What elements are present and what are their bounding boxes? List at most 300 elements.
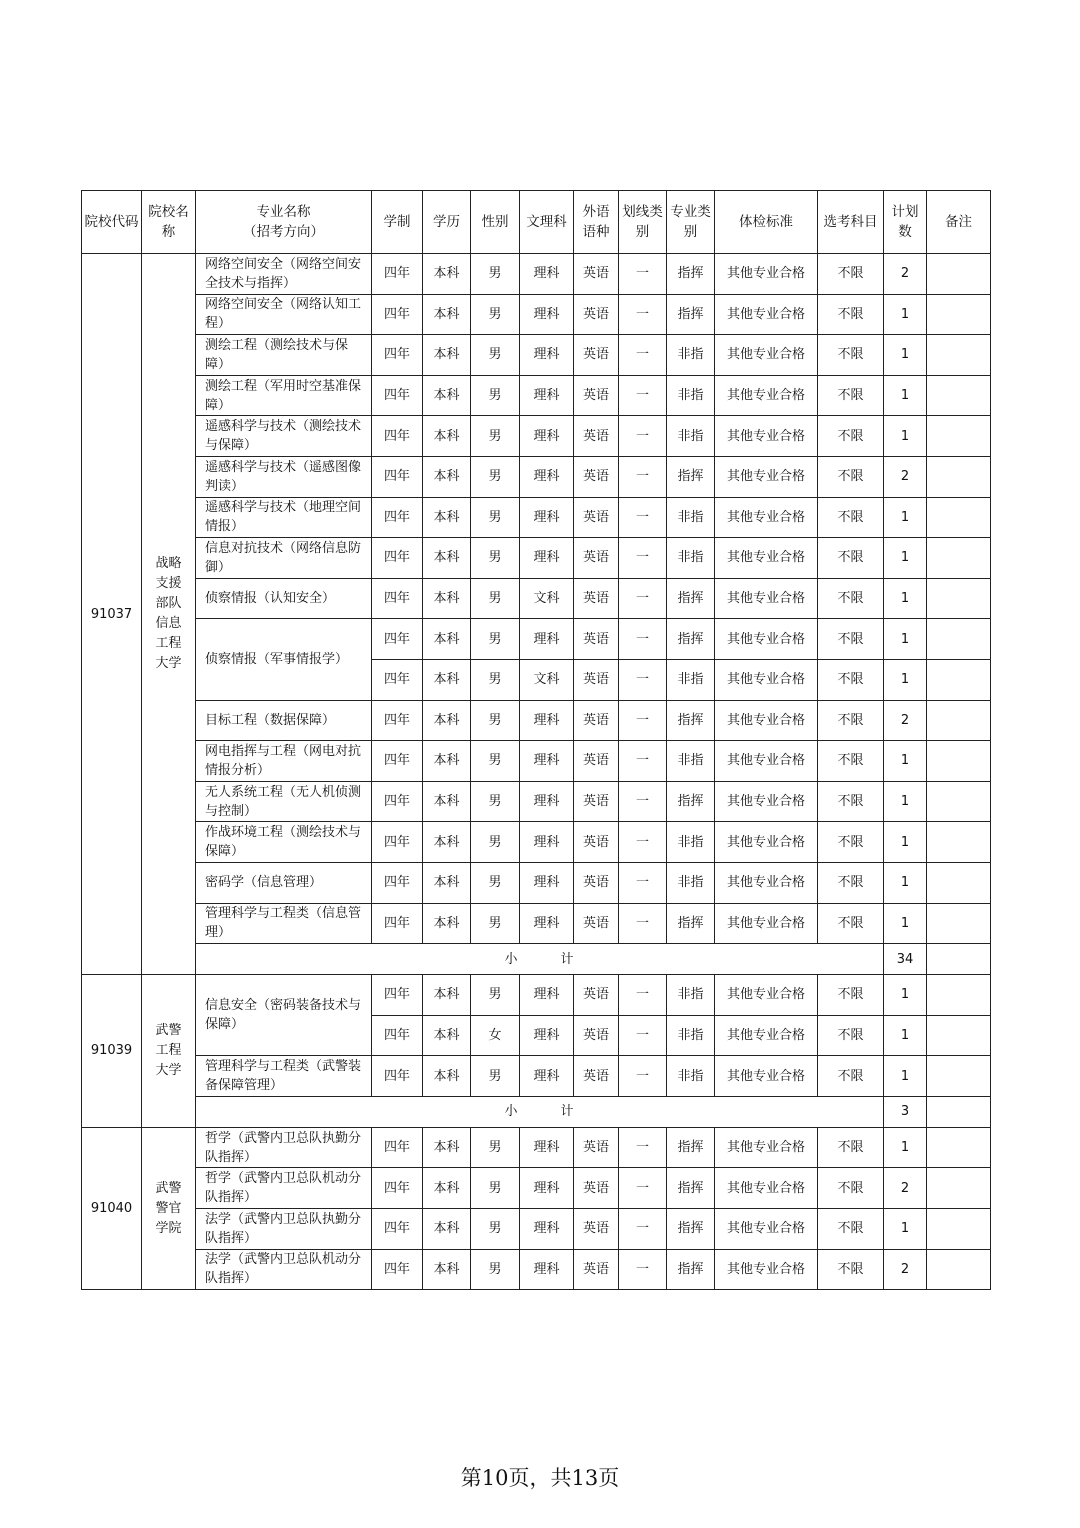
category-cell: 指挥 [667,903,715,944]
language-cell: 英语 [574,1015,619,1056]
header-system: 学制 [372,191,423,254]
major-name: 网络空间安全（网络认知工程） [196,294,372,335]
degree-cell: 本科 [423,578,471,619]
system-cell: 四年 [372,254,423,295]
language-cell: 英语 [574,335,619,376]
note-cell [927,975,991,1016]
language-cell: 英语 [574,975,619,1016]
major-name: 信息安全（密码装备技术与保障） [196,975,372,1056]
subjects-cell: 不限 [818,497,884,538]
table-row [82,456,991,497]
table-row [82,416,991,457]
gender-cell: 男 [471,700,520,741]
subjects-cell: 不限 [818,335,884,376]
line-cell: 一 [619,254,667,295]
gender-cell: 女 [471,1015,520,1056]
plan-cell: 1 [884,659,927,700]
category-cell: 非指 [667,741,715,782]
category-cell: 非指 [667,822,715,863]
plan-cell: 1 [884,619,927,660]
note-cell [927,781,991,822]
subjects-cell: 不限 [818,538,884,579]
physical-cell: 其他专业合格 [715,822,818,863]
language-cell: 英语 [574,497,619,538]
language-cell: 英语 [574,456,619,497]
physical-cell: 其他专业合格 [715,1015,818,1056]
subjects-cell: 不限 [818,1015,884,1056]
subjects-cell: 不限 [818,659,884,700]
plan-cell: 1 [884,335,927,376]
line-cell: 一 [619,975,667,1016]
plan-cell: 1 [884,375,927,416]
gender-cell: 男 [471,822,520,863]
note-cell [927,659,991,700]
subtotal-label: 小 计 [196,944,884,975]
system-cell: 四年 [372,1249,423,1290]
line-cell: 一 [619,862,667,903]
gender-cell: 男 [471,659,520,700]
system-cell: 四年 [372,416,423,457]
major-name: 无人系统工程（无人机侦测与控制） [196,781,372,822]
line-cell: 一 [619,538,667,579]
subjects-cell: 不限 [818,781,884,822]
plan-cell: 2 [884,456,927,497]
degree-cell: 本科 [423,1127,471,1168]
physical-cell: 其他专业合格 [715,700,818,741]
note-cell [927,619,991,660]
plan-cell: 1 [884,1056,927,1097]
note-cell [927,1168,991,1209]
language-cell: 英语 [574,741,619,782]
gender-cell: 男 [471,335,520,376]
gender-cell: 男 [471,781,520,822]
track-cell: 理科 [520,975,574,1016]
line-cell: 一 [619,619,667,660]
note-cell [927,1056,991,1097]
header-category: 专业类别 [667,191,715,254]
table-row [82,1209,991,1250]
degree-cell: 本科 [423,1209,471,1250]
gender-cell: 男 [471,254,520,295]
degree-cell: 本科 [423,1168,471,1209]
track-cell: 理科 [520,416,574,457]
language-cell: 英语 [574,375,619,416]
language-cell: 英语 [574,1249,619,1290]
table-row [82,1249,991,1290]
degree-cell: 本科 [423,781,471,822]
plan-cell: 2 [884,700,927,741]
plan-cell: 2 [884,1249,927,1290]
category-cell: 指挥 [667,1209,715,1250]
degree-cell: 本科 [423,375,471,416]
plan-cell: 1 [884,741,927,782]
category-cell: 非指 [667,975,715,1016]
major-name: 哲学（武警内卫总队机动分队指挥） [196,1168,372,1209]
gender-cell: 男 [471,862,520,903]
table-row [82,254,991,295]
line-cell: 一 [619,1056,667,1097]
note-cell [927,1015,991,1056]
track-cell: 理科 [520,1056,574,1097]
system-cell: 四年 [372,862,423,903]
gender-cell: 男 [471,578,520,619]
note-cell [927,741,991,782]
line-cell: 一 [619,416,667,457]
table-row [82,975,991,1016]
line-cell: 一 [619,822,667,863]
category-cell: 指挥 [667,1249,715,1290]
header-major [196,191,372,254]
category-cell: 指挥 [667,619,715,660]
gender-cell: 男 [471,1209,520,1250]
table-row [82,1168,991,1209]
category-cell: 指挥 [667,1127,715,1168]
category-cell: 非指 [667,375,715,416]
system-cell: 四年 [372,1209,423,1250]
note-cell [927,700,991,741]
track-cell: 理科 [520,1168,574,1209]
track-cell: 理科 [520,375,574,416]
subjects-cell: 不限 [818,1127,884,1168]
language-cell: 英语 [574,294,619,335]
subtotal-value: 34 [884,944,927,975]
major-name: 法学（武警内卫总队执勤分队指挥） [196,1209,372,1250]
physical-cell: 其他专业合格 [715,254,818,295]
header-physical: 体检标准 [715,191,818,254]
plan-cell: 1 [884,975,927,1016]
track-cell: 理科 [520,456,574,497]
subjects-cell: 不限 [818,375,884,416]
note-cell [927,254,991,295]
degree-cell: 本科 [423,822,471,863]
table-row [82,903,991,944]
system-cell: 四年 [372,903,423,944]
degree-cell: 本科 [423,294,471,335]
track-cell: 理科 [520,1209,574,1250]
header-code: 院校代码 [82,191,142,254]
category-cell: 指挥 [667,254,715,295]
physical-cell: 其他专业合格 [715,538,818,579]
system-cell: 四年 [372,1127,423,1168]
table-row [82,822,991,863]
physical-cell: 其他专业合格 [715,1056,818,1097]
language-cell: 英语 [574,659,619,700]
subjects-cell: 不限 [818,1056,884,1097]
subjects-cell: 不限 [818,975,884,1016]
table-row [82,619,991,660]
table-row [82,335,991,376]
system-cell: 四年 [372,659,423,700]
degree-cell: 本科 [423,862,471,903]
table-row [82,741,991,782]
plan-cell: 1 [884,1209,927,1250]
table-row [82,700,991,741]
line-cell: 一 [619,294,667,335]
line-cell: 一 [619,456,667,497]
language-cell: 英语 [574,700,619,741]
table-row [82,375,991,416]
system-cell: 四年 [372,700,423,741]
school-name [142,254,196,975]
school-name [142,975,196,1128]
track-cell: 理科 [520,1127,574,1168]
track-cell: 理科 [520,862,574,903]
degree-cell: 本科 [423,538,471,579]
plan-cell: 1 [884,294,927,335]
table-header [82,191,991,254]
gender-cell: 男 [471,456,520,497]
table-row [82,497,991,538]
major-name: 遥感科学与技术（测绘技术与保障） [196,416,372,457]
physical-cell: 其他专业合格 [715,294,818,335]
gender-cell: 男 [471,1127,520,1168]
plan-cell: 1 [884,578,927,619]
header-name: 院校名称 [142,191,196,254]
major-name: 管理科学与工程类（信息管理） [196,903,372,944]
category-cell: 指挥 [667,456,715,497]
plan-cell: 1 [884,781,927,822]
system-cell: 四年 [372,335,423,376]
gender-cell: 男 [471,1168,520,1209]
major-name: 密码学（信息管理） [196,862,372,903]
category-cell: 非指 [667,335,715,376]
track-cell: 理科 [520,497,574,538]
line-cell: 一 [619,1209,667,1250]
language-cell: 英语 [574,1056,619,1097]
plan-cell: 1 [884,1127,927,1168]
line-cell: 一 [619,741,667,782]
physical-cell: 其他专业合格 [715,497,818,538]
subjects-cell: 不限 [818,741,884,782]
note-cell [927,1249,991,1290]
major-name: 侦察情报（认知安全） [196,578,372,619]
note-cell [927,822,991,863]
track-cell: 理科 [520,538,574,579]
degree-cell: 本科 [423,903,471,944]
track-cell: 理科 [520,822,574,863]
header-plan: 计划数 [884,191,927,254]
language-cell: 英语 [574,538,619,579]
physical-cell: 其他专业合格 [715,903,818,944]
major-name: 目标工程（数据保障） [196,700,372,741]
language-cell: 英语 [574,619,619,660]
physical-cell: 其他专业合格 [715,1249,818,1290]
track-cell: 理科 [520,1249,574,1290]
plan-cell: 1 [884,903,927,944]
degree-cell: 本科 [423,975,471,1016]
category-cell: 指挥 [667,578,715,619]
degree-cell: 本科 [423,619,471,660]
category-cell: 非指 [667,862,715,903]
major-name: 遥感科学与技术（遥感图像判读） [196,456,372,497]
subjects-cell: 不限 [818,1168,884,1209]
degree-cell: 本科 [423,456,471,497]
line-cell: 一 [619,1168,667,1209]
major-name: 网络空间安全（网络空间安全技术与指挥） [196,254,372,295]
category-cell: 非指 [667,1056,715,1097]
subtotal-row [82,1096,991,1127]
category-cell: 指挥 [667,294,715,335]
degree-cell: 本科 [423,254,471,295]
line-cell: 一 [619,578,667,619]
plan-cell: 1 [884,862,927,903]
line-cell: 一 [619,781,667,822]
system-cell: 四年 [372,578,423,619]
subjects-cell: 不限 [818,1209,884,1250]
track-cell: 文科 [520,578,574,619]
header-line: 划线类别 [619,191,667,254]
line-cell: 一 [619,375,667,416]
subjects-cell: 不限 [818,416,884,457]
subjects-cell: 不限 [818,254,884,295]
major-name: 网电指挥与工程（网电对抗情报分析） [196,741,372,782]
subtotal-row [82,944,991,975]
note-cell [927,1096,991,1127]
degree-cell: 本科 [423,335,471,376]
school-code: 91039 [82,975,142,1128]
system-cell: 四年 [372,497,423,538]
category-cell: 非指 [667,659,715,700]
table-row [82,294,991,335]
line-cell: 一 [619,1127,667,1168]
subjects-cell: 不限 [818,619,884,660]
language-cell: 英语 [574,781,619,822]
line-cell: 一 [619,335,667,376]
major-name: 管理科学与工程类（武警装备保障管理） [196,1056,372,1097]
school-name-text: 武警工程大学 [155,1022,182,1078]
gender-cell: 男 [471,1249,520,1290]
physical-cell: 其他专业合格 [715,1168,818,1209]
physical-cell: 其他专业合格 [715,1209,818,1250]
gender-cell: 男 [471,903,520,944]
physical-cell: 其他专业合格 [715,1127,818,1168]
subjects-cell: 不限 [818,903,884,944]
plan-cell: 2 [884,254,927,295]
language-cell: 英语 [574,822,619,863]
school-name-text: 武警警官学院 [155,1180,182,1236]
track-cell: 文科 [520,659,574,700]
plan-cell: 1 [884,1015,927,1056]
system-cell: 四年 [372,1015,423,1056]
table-row [82,862,991,903]
subjects-cell: 不限 [818,822,884,863]
plan-cell: 1 [884,538,927,579]
subjects-cell: 不限 [818,700,884,741]
degree-cell: 本科 [423,1015,471,1056]
header-degree: 学历 [423,191,471,254]
physical-cell: 其他专业合格 [715,335,818,376]
note-cell [927,335,991,376]
physical-cell: 其他专业合格 [715,975,818,1016]
plan-cell: 1 [884,497,927,538]
line-cell: 一 [619,700,667,741]
system-cell: 四年 [372,294,423,335]
degree-cell: 本科 [423,659,471,700]
header-note: 备注 [927,191,991,254]
category-cell: 非指 [667,538,715,579]
degree-cell: 本科 [423,700,471,741]
gender-cell: 男 [471,497,520,538]
physical-cell: 其他专业合格 [715,416,818,457]
track-cell: 理科 [520,335,574,376]
subjects-cell: 不限 [818,456,884,497]
note-cell [927,578,991,619]
plan-cell: 2 [884,1168,927,1209]
note-cell [927,1209,991,1250]
school-code: 91040 [82,1127,142,1289]
note-cell [927,538,991,579]
major-name: 信息对抗技术（网络信息防御） [196,538,372,579]
degree-cell: 本科 [423,416,471,457]
physical-cell: 其他专业合格 [715,659,818,700]
note-cell [927,944,991,975]
gender-cell: 男 [471,375,520,416]
language-cell: 英语 [574,1209,619,1250]
physical-cell: 其他专业合格 [715,578,818,619]
category-cell: 非指 [667,497,715,538]
system-cell: 四年 [372,538,423,579]
school-name-text: 战略支援部队信息工程大学 [155,556,182,672]
system-cell: 四年 [372,1168,423,1209]
gender-cell: 男 [471,741,520,782]
line-cell: 一 [619,903,667,944]
major-name: 侦察情报（军事情报学） [196,619,372,700]
subtotal-value: 3 [884,1096,927,1127]
track-cell: 理科 [520,1015,574,1056]
language-cell: 英语 [574,578,619,619]
note-cell [927,903,991,944]
major-name: 遥感科学与技术（地理空间情报） [196,497,372,538]
track-cell: 理科 [520,700,574,741]
system-cell: 四年 [372,741,423,782]
major-name: 哲学（武警内卫总队执勤分队指挥） [196,1127,372,1168]
physical-cell: 其他专业合格 [715,619,818,660]
major-name: 测绘工程（测绘技术与保障） [196,335,372,376]
language-cell: 英语 [574,254,619,295]
degree-cell: 本科 [423,741,471,782]
system-cell: 四年 [372,456,423,497]
category-cell: 非指 [667,416,715,457]
table-body [82,254,991,1290]
header-subjects: 选考科目 [818,191,884,254]
system-cell: 四年 [372,781,423,822]
major-name: 法学（武警内卫总队机动分队指挥） [196,1249,372,1290]
physical-cell: 其他专业合格 [715,781,818,822]
header-gender: 性别 [471,191,520,254]
track-cell: 理科 [520,254,574,295]
gender-cell: 男 [471,619,520,660]
physical-cell: 其他专业合格 [715,741,818,782]
category-cell: 指挥 [667,700,715,741]
language-cell: 英语 [574,416,619,457]
track-cell: 理科 [520,619,574,660]
line-cell: 一 [619,1249,667,1290]
system-cell: 四年 [372,1056,423,1097]
gender-cell: 男 [471,975,520,1016]
plan-cell: 1 [884,416,927,457]
subjects-cell: 不限 [818,862,884,903]
subjects-cell: 不限 [818,294,884,335]
table-row [82,1056,991,1097]
track-cell: 理科 [520,903,574,944]
track-cell: 理科 [520,294,574,335]
note-cell [927,375,991,416]
language-cell: 英语 [574,1168,619,1209]
category-cell: 非指 [667,1015,715,1056]
gender-cell: 男 [471,1056,520,1097]
page-footer: 第10页，共13页 [460,1466,620,1490]
subjects-cell: 不限 [818,578,884,619]
